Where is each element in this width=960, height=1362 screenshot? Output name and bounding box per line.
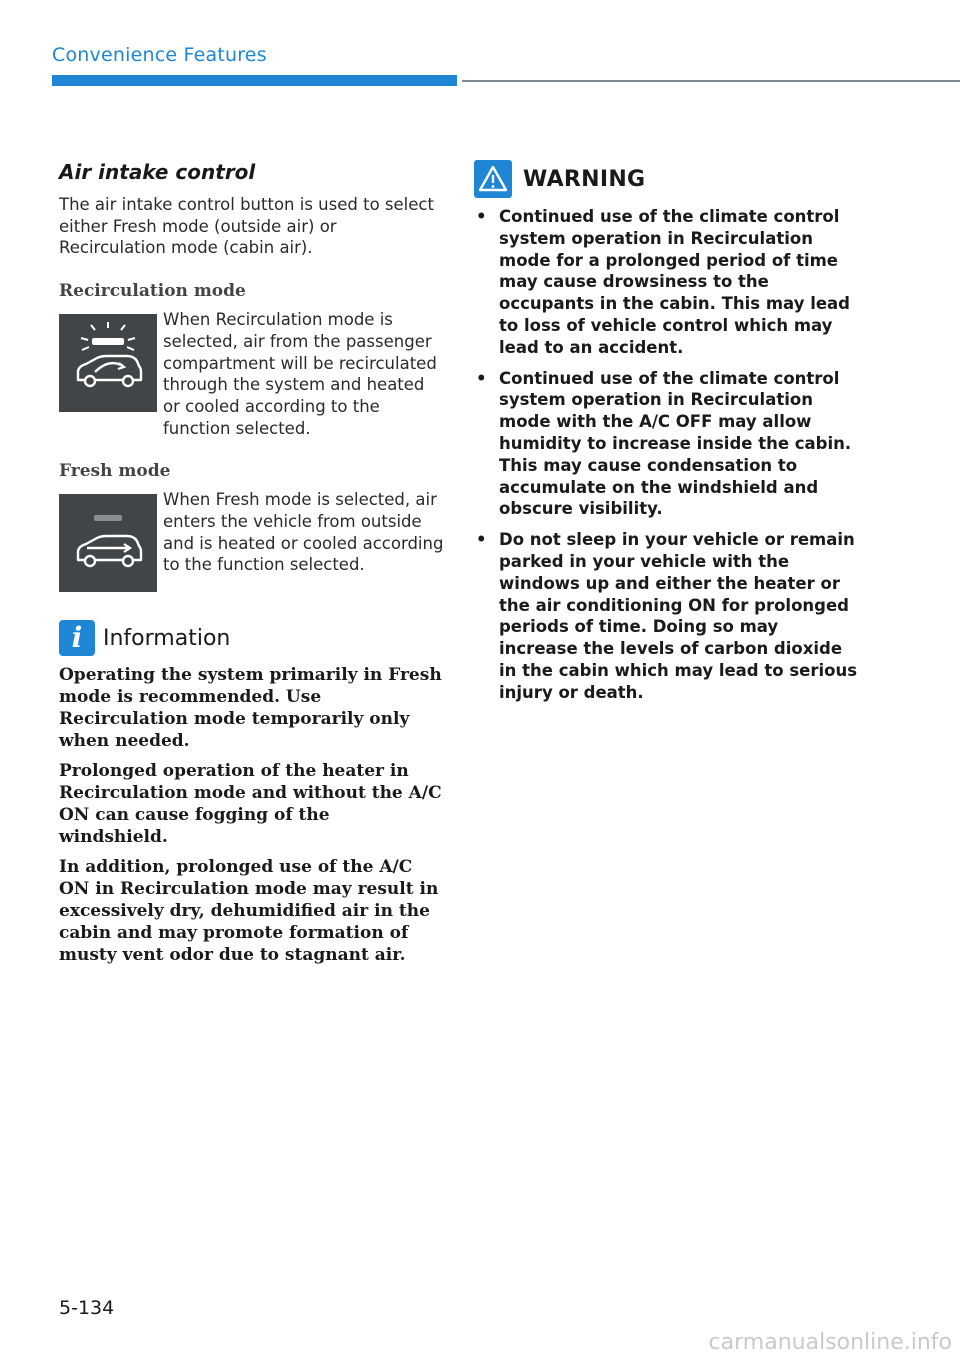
watermark: carmanualsonline.info [708,1330,952,1355]
bullet-icon: • [476,530,487,550]
right-column [474,160,860,713]
recirculation-section [59,281,444,439]
recirculation-mode-description: When Recirculation mode is selected, air from the passenger compartment will be recirculated through the system and heated or cooled according to the function selected. [163,310,437,438]
page-number: 5-134 [59,1297,115,1319]
warning-item-text: Continued use of the climate control system operation in Recirculation mode for a prolonged period of time may cause drowsiness to the occupants in the cabin. This may lead to loss of vehicle control which may lead to an accident. [499,207,850,357]
fresh-mode-block [59,489,444,592]
left-column [59,160,444,966]
bullet-icon: • [476,368,487,388]
warning-title: WARNING [523,166,646,192]
fresh-mode-icon [59,494,157,592]
information-paragraph: Operating the system primarily in Fresh mode is recommended. Use Recirculation mode temporarily only when needed. [59,665,442,752]
fresh-mode-label: Fresh mode [59,461,171,482]
information-title: Information [103,625,231,651]
recirculation-mode-block [59,309,444,439]
bullet-icon: • [476,207,487,226]
list-item [474,206,860,359]
header-accent-bar [52,75,457,86]
intro-text: The air intake control button is used to select either Fresh mode (outside air) or Recirculation mode (cabin air). [59,195,434,258]
header-divider-line [462,80,960,82]
warning-item-text: Do not sleep in your vehicle or remain parked in your vehicle with the windows up and either the heater or the air conditioning ON for prolonged periods of time. Doing so may increase the levels of carbon dioxide in the cabin which may lead to serious injury or death. [499,530,858,702]
fresh-mode-description: When Fresh mode is selected, air enters the vehicle from outside and is heated or cooled according to the function selected. [163,490,444,575]
information-paragraph: Prolonged operation of the heater in Recirculation mode and without the A/C ON can cause fogging of the windshield. [59,761,442,848]
recirculation-mode-icon [59,314,157,412]
section-header-title: Convenience Features [52,44,267,66]
list-item [474,529,860,703]
warning-item-text: Continued use of the climate control system operation in Recirculation mode with the A/C OFF may allow humidity to increase inside the cabin. This may cause condensation to accumulate on the windshield and obscure visibility. [499,368,852,519]
warning-heading [474,160,860,198]
recirculation-mode-label: Recirculation mode [59,281,246,302]
warning-triangle-icon [474,160,512,198]
information-heading [59,620,444,656]
warning-list [474,206,860,704]
list-item [474,368,860,521]
information-paragraph: In addition, prolonged use of the A/C ON in Recirculation mode may result in excessively dry, dehumidified air in the cabin and may promote formation of musty vent odor due to stagnant air. [59,857,439,966]
information-icon: i [59,620,95,656]
fresh-section [59,461,444,592]
section-heading: Air intake control [59,160,256,184]
